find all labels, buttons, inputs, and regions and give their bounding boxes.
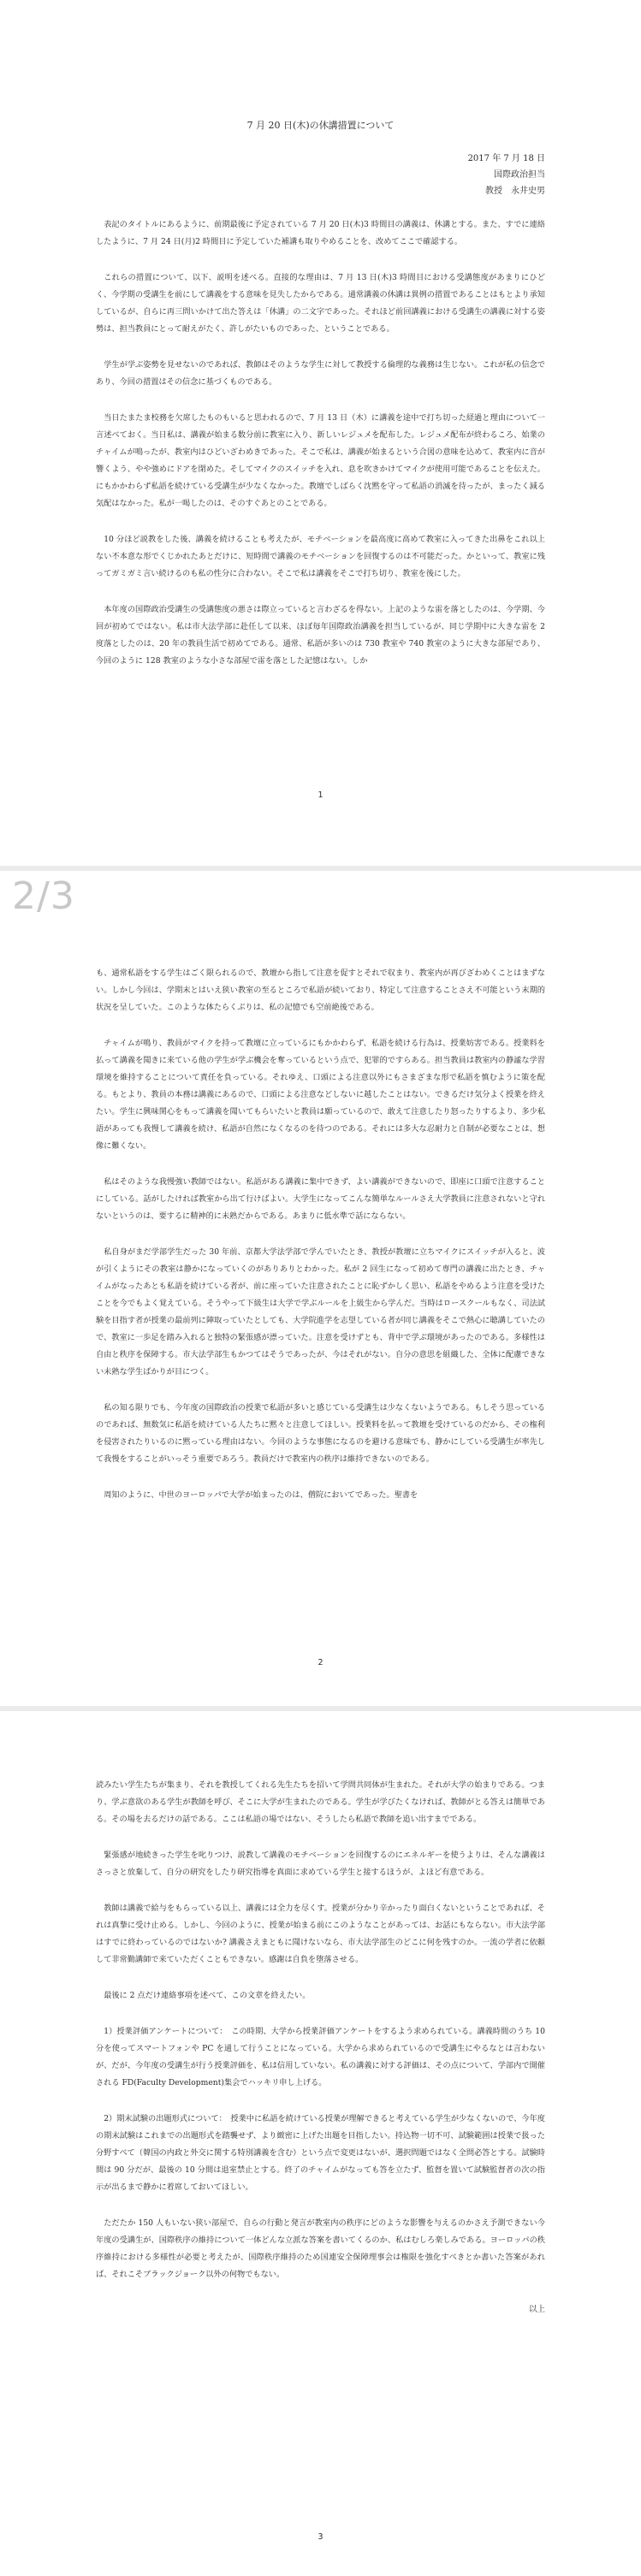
- paragraph: これらの措置について、以下、説明を述べる。直接的な理由は、7 月 13 日(木)3 時間目における受講態度があまりにひどく、今学期の受講生を前にして講義をする意味を見失したからである。通常講義の休講は異例の措置であることはもとより承知しているが、自らに再三問いかけて出た答えは「休講」の二文字であった。それほど前回講義における受講生の講義に対する姿勢は、担当教員にとって耐えがたく、許しがたいものであった、ということである。: [96, 273, 545, 334]
- paragraph: も、通常私語をする学生はごく限られるので、教壇から指して注意を促すとそれで収まり、教室内が再びざわめくことはまずない。しかし今回は、学期末とはいえ狭い教室の至るところで私語が続いており、特定して注意することさえ不可能という末期的状況を呈していた。このような体たらくぶりは、私の記憶でも空前絶後である。: [96, 968, 545, 1012]
- document-page-1: [0, 0, 641, 866]
- page-number: 1: [318, 791, 323, 800]
- paragraph: 最後に 2 点だけ連絡事項を述べて、この文章を終えたい。: [104, 1991, 311, 2000]
- paragraph: 私はそのような我慢強い教師ではない。私語がある講義に集中できず、よい講義ができないので、即座に口頭で注意することにしている。話がしたければ教室から出て行けばよい。大学生になってこんな簡単なルールさえ大学教員に注意されないと守れないというのは、要するに精神的に未熟だからである。あまりに低水準で話にならない。: [96, 1177, 545, 1221]
- page-indicator-badge: 2/3: [12, 874, 75, 918]
- closing-remark: 以上: [528, 2305, 545, 2314]
- paragraph: 10 分ほど説教をした後、講義を続けることも考えたが、モチベーションを最高度に高めて教室に入ってきた出鼻をこれ以上ない不本意な形でくじかれたあとだけに、短時間で講義のモチベーションを回復するのは不可能だった。かといって、教室に残ってガミガミ言い続けるのも私の性分に合わない。そこで私は講義をそこで打ち切り、教室を後にした。: [96, 535, 545, 578]
- document-department: 国際政治担当: [494, 170, 545, 180]
- paragraph: 教師は講義で給与をもらっている以上、講義には全力を尽くす。授業が分かり辛かったり面白くないということであれば、それは真摯に受け止める。しかし、今回のように、授業が始まる前にこのようなことがあっては、お話にもならない。市大法学部はすでに終わっているのではないか? 講義さえまともに聞けないなら、市大法学部生のどこに何を残すのか。一流の学者に依頼して非常勤講師で来ていただくこともできない。感謝は自負を堕落させる。: [96, 1904, 545, 1964]
- document-page-2: [0, 871, 641, 1706]
- paragraph: 学生が学ぶ姿勢を見せないのであれば、教師はそのような学生に対して教授する倫理的な義務は生じない。これが私の信念であり、今回の措置はその信念に基づくものである。: [96, 360, 545, 387]
- paragraph: 緊張感が地続きった学生を叱りつけ、説教して講義のモチベーションを回復するのにエネルギーを使うよりは、そんな講義はさっさと放棄して、自分の研究をしたり研究指導を真面に求めている学生と接するほうが、よほど有意である。: [96, 1851, 545, 1877]
- paragraph: 読みたい学生たちが集まり、それを教授してくれる先生たちを招いて学問共同体が生まれた。それが大学の始まりである。つまり、学ぶ意欲のある学生が教師を呼び、そこに大学が生まれたのである。学生が学びたくなければ、教師がとる答えは簡単である。その場を去るだけの話である。ここは私語の場ではない、そうしたら私語で教師を追い出すまでである。: [96, 1780, 545, 1824]
- paragraph: チャイムが鳴り、教員がマイクを持って教壇に立っているにもかかわらず、私語を続ける行為は、授業妨害である。授業料を払って講義を聞きに来ている他の学生が学ぶ機会を奪っているという点で、犯罪的ですらある。担当教員は教室内の静謐な学習環境を維持することについて責任を負っている。それゆえ、口頭による注意以外にもさまざまな形で私語を慎むように策を配る。もとより、教員の本務は講義にあるので、口頭による注意などしないに越したことはない。できるだけ気分よく授業を終えたい。学生に興味関心をもって講義を聞いてもらいたいと教員は願っているので、敢えて注意したり怒ったりするより、多少私語があっても我慢して講義を続け、私語が自然になくなるのを待つのである。それには多大な忍耐力と自制が必要なことは、想像に難くない。: [96, 1039, 545, 1151]
- paragraph: 周知のように、中世のヨーロッパで大学が始まったのは、僧院においてであった。聖書を: [104, 1490, 418, 1500]
- paragraph: ただたか 150 人もいない狭い部屋で、自らの行動と発言が教室内の秩序にどのような影響を与えるのかさえ予測できない今年度の受講生が、国際秩序の維持について一体どんな立派な答案を書いてくるのか、私はむしろ楽しみである。ヨーロッパの秩序維持における多様性が必要と考えたが、国際秩序維持のため国連安全保障理事会は権限を強化すべきとか書いた答案があれば、それこそブラックジョーク以外の何物でもない。: [96, 2218, 545, 2279]
- page-number: 3: [318, 2532, 323, 2542]
- paragraph: 私自身がまだ学部学生だった 30 年前、京都大学法学部で学んでいたとき、教授が教壇に立ちマイクにスイッチが入ると、波が引くようにその教室は静かになっていくのがありありとわかった。私が 2 回生になって初めて専門の講義に出たとき、チャイムがなったあとも私語を続けている者が、前に座っていた注意されたことに恥ずかしく思い、私語をやめるよう注意を受けたことを今でもよく覚えている。そうやって下級生は大学で学ぶルールを上級生から学んだ。当時はロースクールもなく、司法試験を目指す者が授業の最前列に陣取っていたとしても、大学院進学を志望している者が同じ講義をそこで熱心に聴講していたので、教室に一歩足を踏み入れると独特の緊張感が漂っていた。注意を受けずとも、背中で学ぶ環境があったのである。多様性は自由と秩序を保障する。市大法学部生もかつてはそうであったが、今はそれがない。自分の意思を組織した、全体に配慮できない未熟な学生ばかりが目につく。: [96, 1247, 545, 1377]
- paragraph: 1）授業評価アンケートについて： この時期、大学から授業評価アンケートをするよう求められている。講義時間のうち 10 分を使ってスマートフォンや PC を通して行うことになっている。大学から求められているので受講生にやるなとは言わないが、だが、今年度の受講生が行う授業評価を、私は信用していない。私の講義に対する評価は、その点について、学部内で開催される FD(Faculty Development)集会でハッキリ申し上げる。: [96, 2027, 545, 2087]
- page-number: 2: [318, 1658, 323, 1667]
- document-title: 7 月 20 日(木)の休講措置について: [246, 120, 395, 131]
- paragraph: 当日たまたま校務を欠席したものもいると思われるので、7 月 13 日（木）に講義を途中で打ち切った経過と理由について一言述べておく。当日私は、講義が始まる数分前に教室に入り、新しいレジュメを配布した。レジュメ配布が終わるころ、始業のチャイムが鳴ったが、教室内はひどいざわめきであった。そこで私は、講義が始まるという合図の意味を込めて、教室内に音が響くよう、やや強めにドアを閉めた。そしてマイクのスイッチを入れ、息を吹きかけてマイクが使用可能であることを伝えた。にもかかわらず私語を続けている受講生が少なくなかった。教壇でしばらく沈黙を守って私語の消滅を待ったが、まったく減る気配はなかった。私が一喝したのは、そのすぐあとのことである。: [96, 413, 545, 508]
- paragraph: 表記のタイトルにあるように、前期最後に予定されている 7 月 20 日(木)3 時間目の講義は、休講とする。また、すでに連絡したように、7 月 24 日(月)2 時間目に予定していた補講も取りやめることを、改めてここで確認する。: [96, 220, 545, 246]
- document-date: 2017 年 7 月 18 日: [467, 154, 545, 163]
- document-meta: [96, 151, 545, 199]
- document-page-3: [0, 1711, 641, 2576]
- document-author: 教授 永井史男: [485, 187, 545, 196]
- paragraph: 私の知る限りでも、今年度の国際政治の授業で私語が多いと感じている受講生は少なくないようである。もしそう思っているのであれば、無数気に私語を続けている人たちに黙々と注意してほしい。授業料を払って教壇を受けているのだから、その権利を侵害されたりいるのに黙っている理由はない。今回のような事態になるのを避ける意味でも、静かにしている受講生が率先して我慢をすることがいっそう重要であろう。教員だけで教室内の秩序は維持できないのである。: [96, 1403, 545, 1464]
- paragraph: 2）期末試験の出題形式について： 授業中に私語を続けている授業が理解できると考えている学生が少なくないので、今年度の期末試験はこれまでの出題形式を踏襲せず、より緻密に上げた出題を目指したい。持込物一切不可、試験範囲は授業で扱った分野すべて（韓国の内政と外交に関する特別講義を含む）という点で変更はないが、選択問題ではなく全問必答とする。試験時間は 90 分だが、最後の 10 分間は退室禁止とする。終了のチャイムがなっても答を立たず、監督を置いて試験監督者の次の指示が出るまで静かに着席しておいてほしい。: [96, 2114, 545, 2192]
- paragraph: 本年度の国際政治受講生の受講態度の悪さは際立っていると言わざるを得ない。上記のような雷を落としたのは、今学期、今回が初めてではない。私は市大法学部に赴任して以来、ほぼ毎年国際政治講義を担当しているが、同じ学期中に大きな雷を 2 度落としたのは、20 年の教員生活で初めてである。通常、私語が多いのは 730 教室や 740 教室のように大きな部屋であり、今回のように 128 教室のような小さな部屋で雷を落とした記憶はない。しか: [96, 605, 545, 666]
